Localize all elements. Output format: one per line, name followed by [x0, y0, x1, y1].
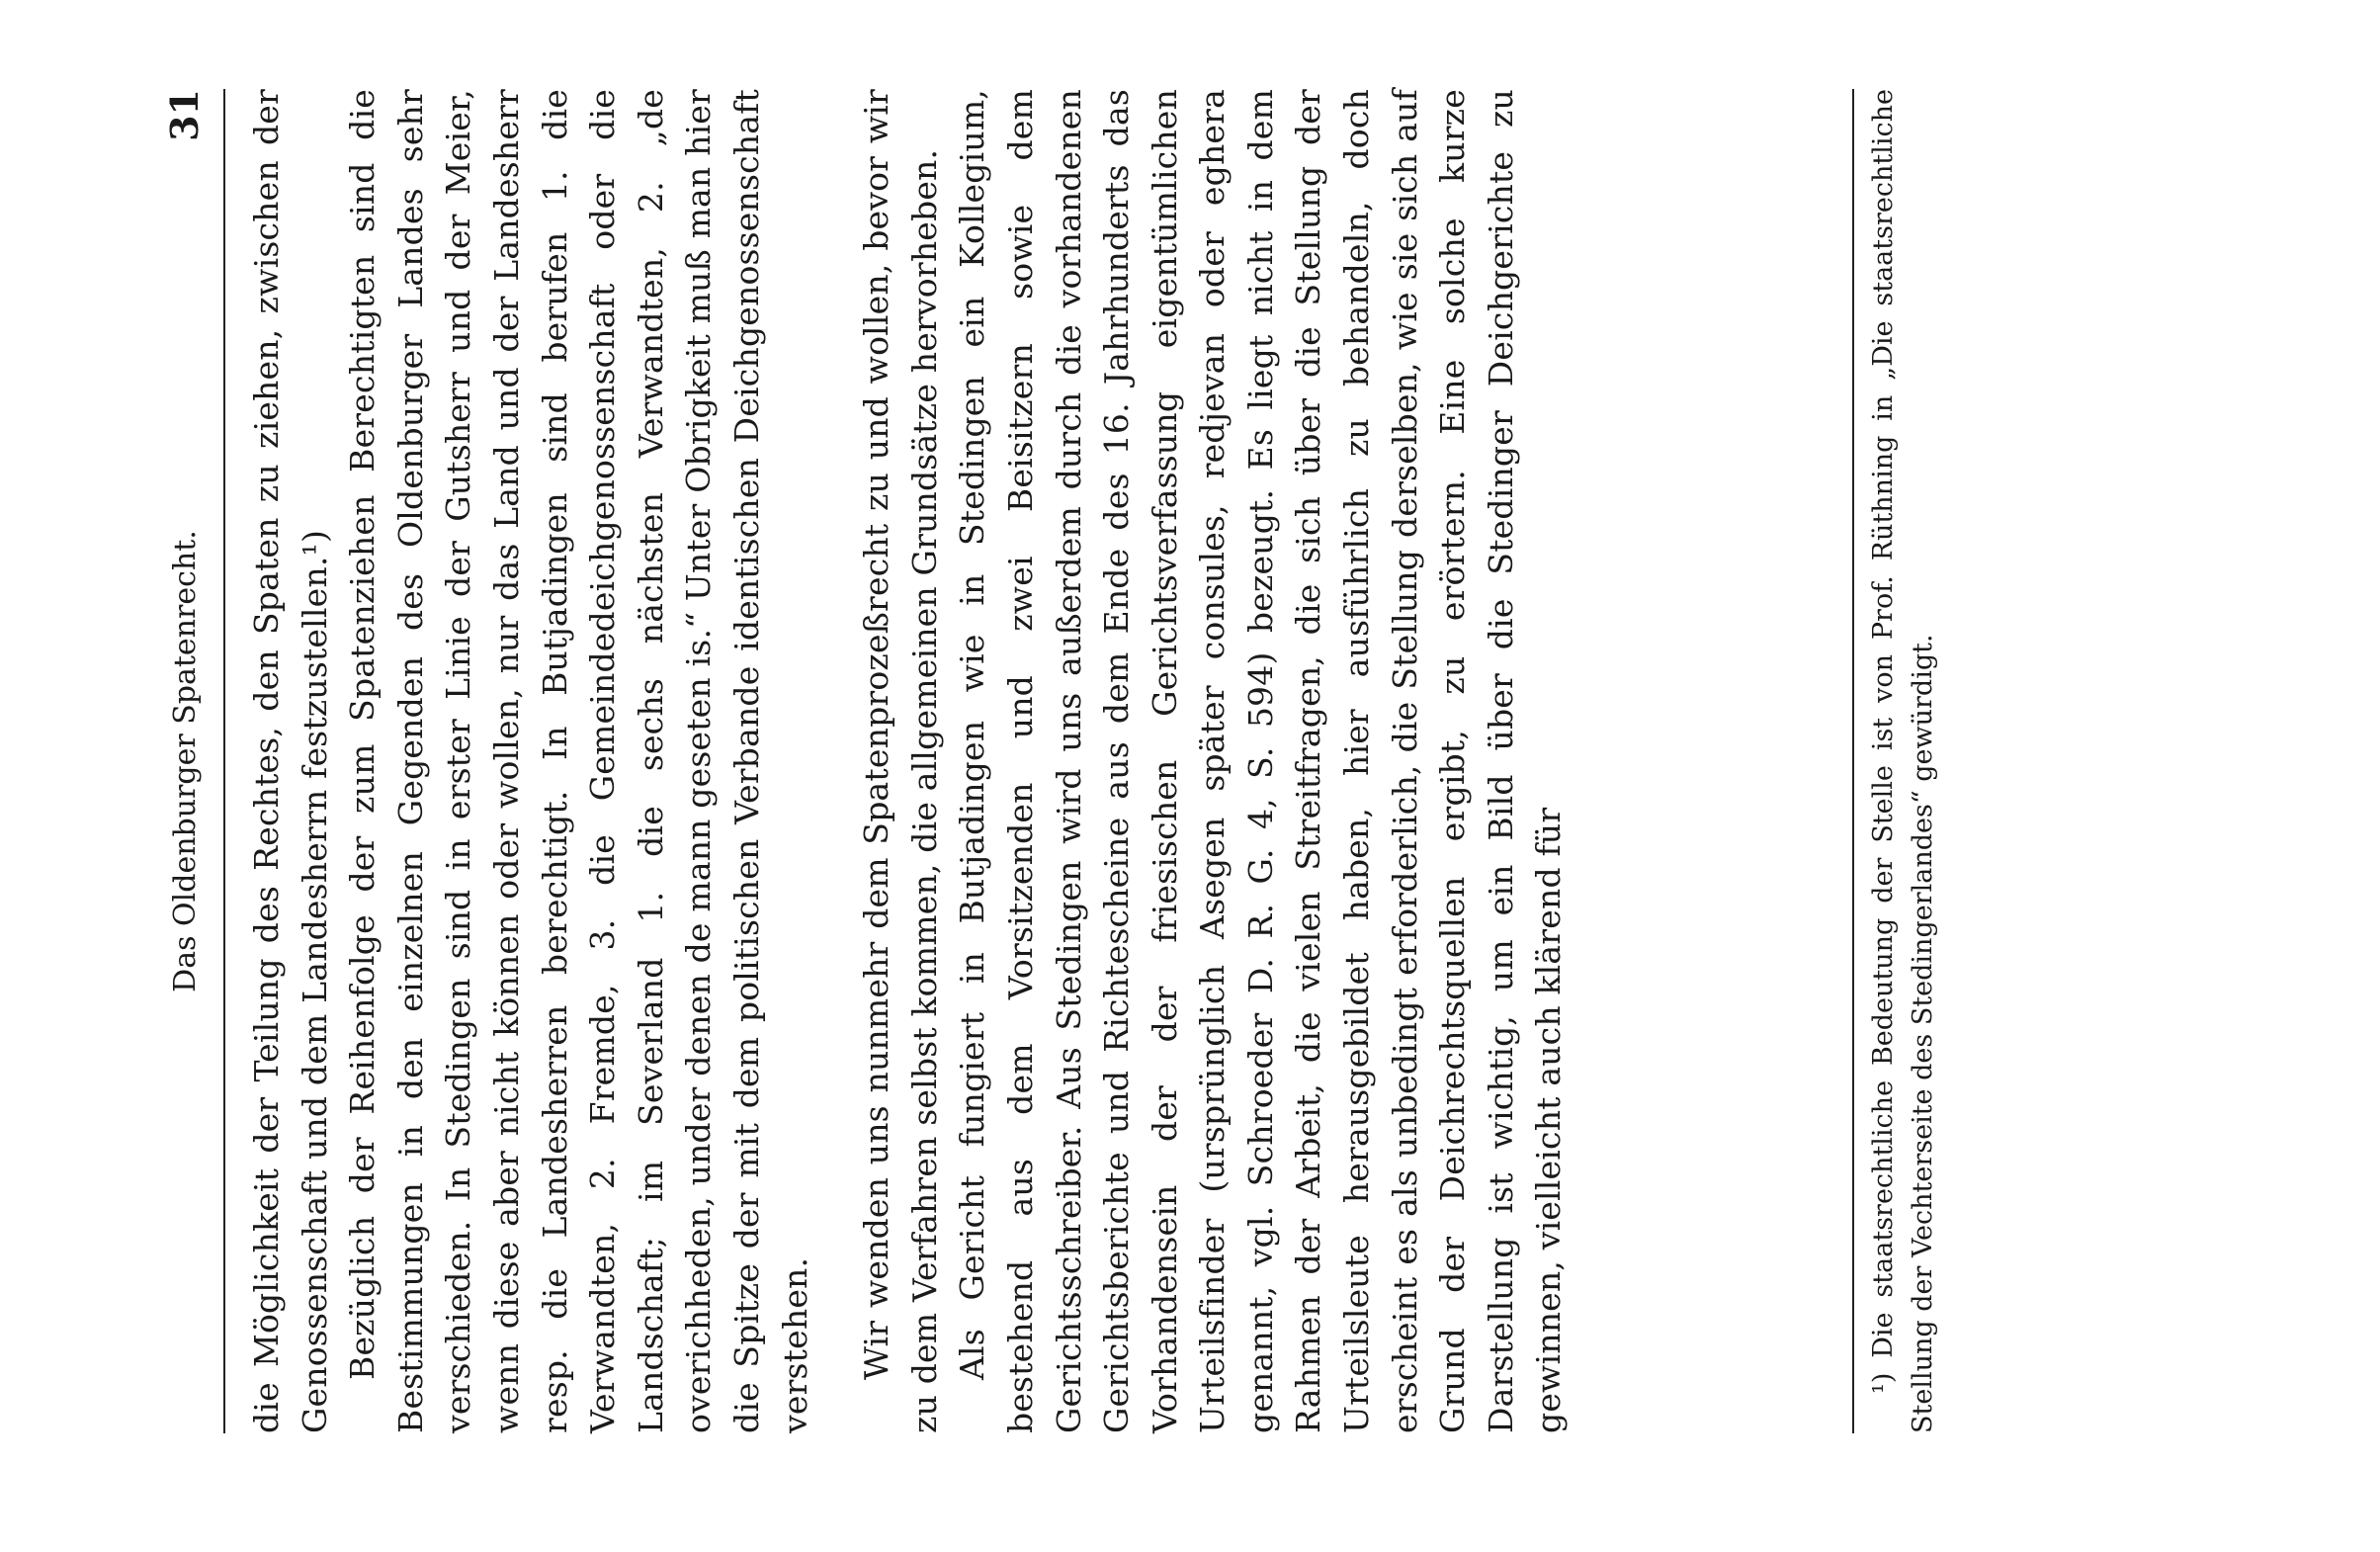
paragraph-continuation: die Möglichkeit der Teilung des Rechtes, den Spaten zu ziehen, zwischen der Genossenschaft und dem Landesherrn festzustellen.¹): [247, 89, 334, 1433]
rotated-book-page: [162, 89, 2218, 1433]
footnote-text: ¹) Die staatsrechtliche Bedeutung der Stelle ist von Prof. Rüthning in „Die staatsrechtliche Stellung der Vechterseite des Stedingerlandes“ gewürdigt.: [1868, 89, 1938, 1433]
running-head: [162, 89, 212, 1433]
paragraph-court: Als Gericht fungiert in Butjadingen wie in Stedingen ein Kollegium, bestehend aus dem Vorsitzenden und zwei Beisitzern sowie dem Gerichtsschreiber. Aus Stedingen wird uns außerdem durch die vorhandenen Gerichtsberichte und Richtescheine aus dem Ende des 16. Jahrhunderts das Vorhandensein der der friesischen Gerichtsverfassung eigentümlichen Urteilsfinder (ursprünglich Asegen später consules, redjevan oder eghera genannt, vgl. Schroeder D. R. G. 4, S. 594) bezeugt. Es liegt nicht in dem Rahmen der Arbeit, die vielen Streitfragen, die sich über die Stellung der Urteilsleute herausgebildet haben, hier ausführlich zu behandeln, doch erscheint es als unbedingt erforderlich, die Stellung derselben, wie sie sich auf Grund der Deichrechtsquellen ergibt, zu erörtern. Eine solche kurze Darstellung ist wichtig, um ein Bild über die Stedinger Deichgerichte zu gewinnen, vielleicht auch klärend für: [953, 89, 1569, 1433]
body-text: [243, 89, 1573, 1433]
running-title: Das Oldenburger Spatenrecht.: [168, 530, 203, 992]
footnote-rule: [1852, 89, 1854, 1433]
header-rule: [223, 89, 225, 1433]
footnote: [1864, 89, 1943, 1433]
paragraph-procedure-intro: Wir wenden uns nunmehr dem Spatenprozeßrecht zu und wollen, bevor wir zu dem Verfahren selbst kommen, die allgemeinen Grundsätze hervorheben.: [857, 89, 944, 1433]
page-content: [162, 89, 2218, 1433]
paragraph-order-of-rights: Bezüglich der Reihenfolge der zum Spatenziehen Berechtigten sind die Bestimmungen in den einzelnen Gegenden des Oldenburger Landes sehr verschieden. In Stedingen sind in erster Linie der Gutsherr und der Meier, wenn diese aber nicht können oder wollen, nur das Land und der Landesherr resp. die Landesherren berechtigt. In Butjadingen sind berufen 1. die Verwandten, 2. Fremde, 3. die Gemeindedeichgenossenschaft oder die Landschaft; im Severland 1. die sechs nächsten Verwandten, 2. „de overichheden, under denen de mann geseten is.“ Unter Obrigkeit muß man hier die Spitze der mit dem politischen Verbande identischen Deichgenossenschaft verstehen.: [343, 89, 814, 1433]
page-number: 31: [162, 89, 207, 141]
